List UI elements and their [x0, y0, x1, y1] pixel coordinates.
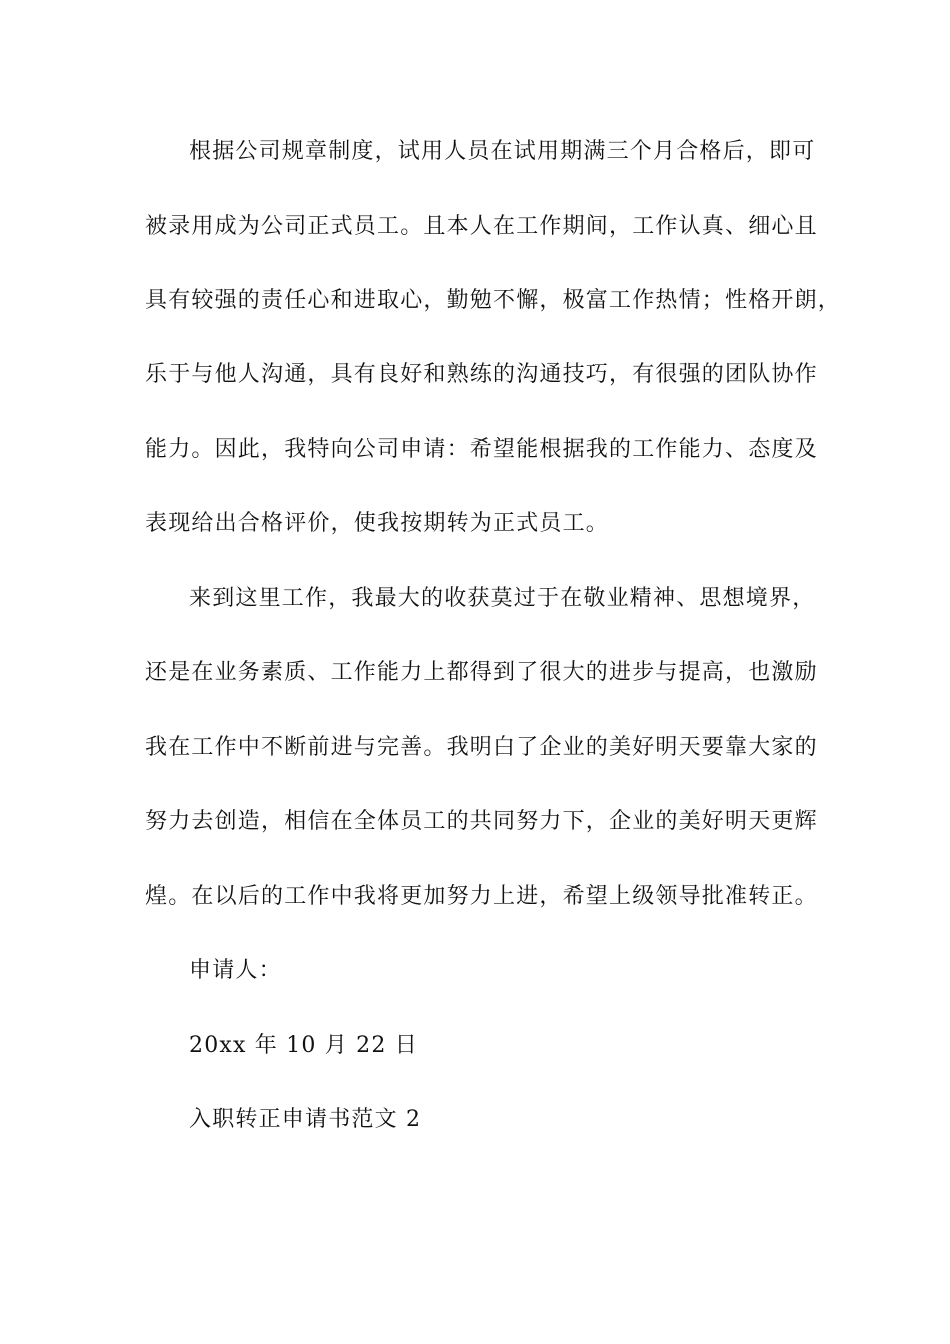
applicant-label: 申请人：	[189, 958, 282, 983]
next-section-heading: 入职转正申请书范文 2	[189, 1107, 422, 1132]
paragraph-1-line-2: 被录用成为公司正式员工。且本人在工作期间，工作认真、细心且	[145, 214, 818, 239]
paragraph-2-line-3: 我在工作中不断前进与完善。我明白了企业的美好明天要靠大家的	[145, 735, 818, 760]
application-date: 20xx 年 10 月 22 日	[189, 1033, 418, 1058]
paragraph-2-line-4: 努力去创造，相信在全体员工的共同努力下，企业的美好明天更辉	[145, 809, 818, 834]
paragraph-1-line-1: 根据公司规章制度，试用人员在试用期满三个月合格后，即可	[189, 139, 816, 164]
paragraph-1-line-4: 乐于与他人沟通，具有良好和熟练的沟通技巧，有很强的团队协作	[145, 362, 818, 387]
paragraph-2-line-5: 煌。在以后的工作中我将更加努力上进，希望上级领导批准转正。	[145, 884, 818, 909]
paragraph-1-line-5: 能力。因此，我特向公司申请：希望能根据我的工作能力、态度及	[145, 437, 818, 462]
paragraph-1-line-3: 具有较强的责任心和进取心，勤勉不懈，极富工作热情；性格开朗，	[145, 288, 842, 313]
paragraph-2-line-1: 来到这里工作，我最大的收获莫过于在敬业精神、思想境界，	[189, 586, 816, 611]
paragraph-1-line-6: 表现给出合格评价，使我按期转为正式员工。	[145, 511, 610, 536]
paragraph-2-line-2: 还是在业务素质、工作能力上都得到了很大的进步与提高，也激励	[145, 660, 818, 685]
